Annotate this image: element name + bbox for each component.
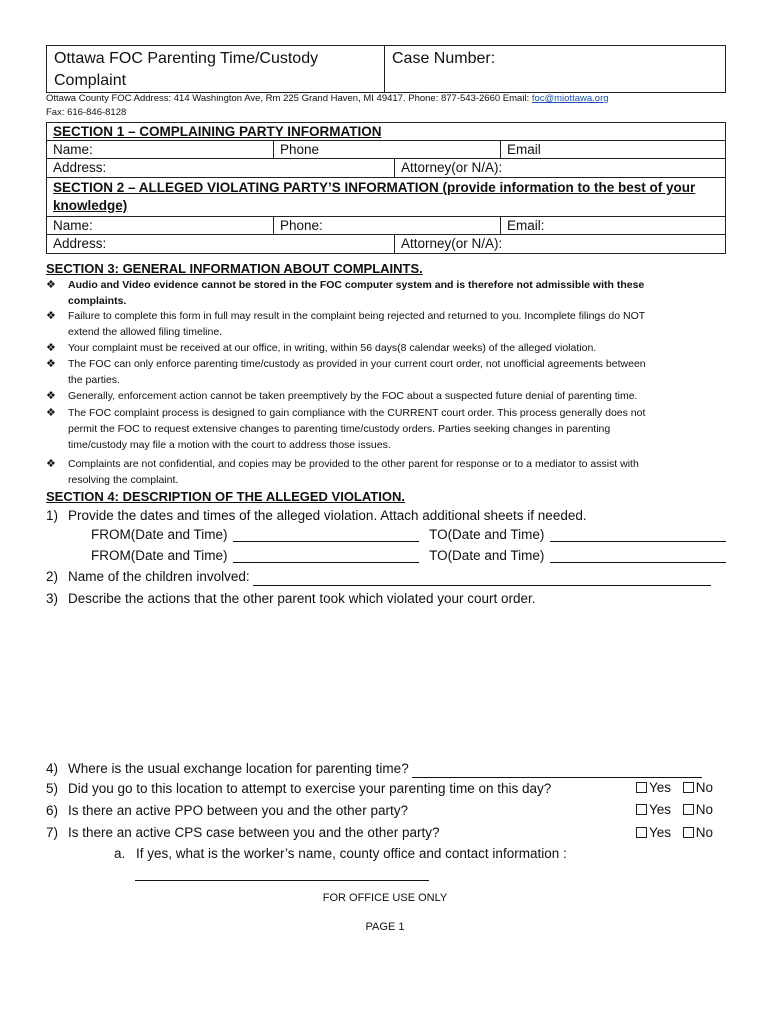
header-box <box>46 45 726 93</box>
question-6 <box>46 802 408 820</box>
bullet-line: Generally, enforcement action cannot be taken preemptively by the FOC about a suspected future denial of parenting time. <box>68 390 638 402</box>
diamond-bullet-icon: ❖ <box>46 458 56 470</box>
title-cell <box>47 46 385 92</box>
yes-label: Yes <box>649 825 672 840</box>
info-bullet <box>46 277 721 309</box>
q6-no-checkbox[interactable] <box>683 802 713 817</box>
form-title-line1: Ottawa FOC Parenting Time/Custody <box>54 50 319 67</box>
complainant-email-field[interactable] <box>501 141 726 159</box>
section2-title-line1: SECTION 2 – ALLEGED VIOLATING PARTY’S INFORMATION (provide information to the best of your <box>53 180 696 195</box>
bullet-line: Your complaint must be received at our office, in writing, within 56 days(8 calendar weeks) of the alleged violation. <box>68 342 597 354</box>
bullet-line: complaints. <box>68 295 127 307</box>
q7-no-checkbox[interactable] <box>683 825 713 840</box>
form-title-line2: Complaint <box>54 72 127 89</box>
question-7 <box>46 824 439 842</box>
checkbox-icon <box>636 827 647 838</box>
diamond-bullet-icon: ❖ <box>46 342 56 354</box>
page-number: PAGE 1 <box>365 921 405 933</box>
office-use-label: FOR OFFICE USE ONLY <box>322 892 448 904</box>
cps-worker-info-field[interactable] <box>135 880 429 881</box>
info-bullet <box>46 456 721 488</box>
checkbox-icon <box>683 804 694 815</box>
violation-description-area[interactable] <box>68 612 724 752</box>
from-label: FROM(Date and Time) <box>91 527 228 542</box>
question-text: Provide the dates and times of the alleged violation. Attach additional sheets if needed. <box>68 508 587 523</box>
section4-title: SECTION 4: DESCRIPTION OF THE ALLEGED VIOLATION. <box>46 489 405 504</box>
question-7a <box>114 846 567 861</box>
q6-yes-checkbox[interactable] <box>636 802 671 817</box>
from-date-field-1[interactable] <box>233 528 419 542</box>
q5-options <box>636 780 713 795</box>
question-number: 1) <box>46 508 59 523</box>
yes-label: Yes <box>649 802 672 817</box>
question-number: a. <box>114 846 126 861</box>
section1-title: SECTION 1 – COMPLAINING PARTY INFORMATION <box>47 123 726 141</box>
bullet-line: time/custody may file a motion with the court to address those issues. <box>68 439 391 451</box>
to-date-field-1[interactable] <box>550 528 726 542</box>
info-bullet <box>46 356 721 388</box>
question-4 <box>46 760 702 778</box>
bullet-line: The FOC complaint process is designed to gain compliance with the CURRENT court order. This process generally does not <box>68 407 646 419</box>
complainant-address-row <box>47 159 726 178</box>
info-bullet <box>46 388 721 404</box>
diamond-bullet-icon: ❖ <box>46 358 56 370</box>
office-address-text: Ottawa County FOC Address: 414 Washington Ave, Rm 225 Grand Haven, MI 49417. Phone: 877-543-2660 Email: <box>46 93 532 104</box>
question-text: Is there an active PPO between you and the other party? <box>68 803 408 818</box>
question-number: 4) <box>46 761 59 776</box>
question-text: Where is the usual exchange location for parenting time? <box>68 761 409 776</box>
checkbox-icon <box>636 804 647 815</box>
bullet-line: Complaints are not confidential, and copies may be provided to the other parent for response or to a mediator to assist with <box>68 458 639 470</box>
diamond-bullet-icon: ❖ <box>46 279 56 291</box>
bullet-line: resolving the complaint. <box>68 474 179 486</box>
info-bullet <box>46 308 721 340</box>
section2-title-line2: knowledge) <box>53 198 128 213</box>
bullet-line: Audio and Video evidence cannot be stored in the FOC computer system and is therefore not admissible with these <box>68 279 645 291</box>
question-3 <box>46 590 536 608</box>
from-date-field-2[interactable] <box>233 549 419 563</box>
diamond-bullet-icon: ❖ <box>46 310 56 322</box>
question-5 <box>46 780 551 798</box>
section2-title <box>47 178 726 217</box>
complainant-name-field[interactable]: Name: <box>47 141 274 159</box>
checkbox-icon <box>683 782 694 793</box>
violator-address-field[interactable]: Address: <box>47 235 395 253</box>
checkbox-icon <box>636 782 647 793</box>
question-number: 3) <box>46 591 59 606</box>
children-names-field[interactable] <box>253 572 711 586</box>
checkbox-icon <box>683 827 694 838</box>
question-text: Describe the actions that the other parent took which violated your court order. <box>68 591 536 606</box>
question-number: 5) <box>46 781 59 796</box>
q6-options <box>636 802 713 817</box>
violator-attorney-field[interactable]: Attorney(or N/A): <box>401 236 503 251</box>
q5-no-checkbox[interactable] <box>683 780 713 795</box>
no-label: No <box>695 802 714 817</box>
violator-address-row <box>47 235 726 254</box>
office-fax: Fax: 616-846-8128 <box>46 107 127 118</box>
complainant-attorney-field[interactable]: Attorney(or N/A): <box>401 160 503 175</box>
q7-options <box>636 825 713 840</box>
diamond-bullet-icon: ❖ <box>46 407 56 419</box>
info-bullet <box>46 405 721 453</box>
bullet-line: permit the FOC to request extensive changes to parenting time/custody orders. Parties seeking changes in parenting <box>68 423 611 435</box>
bullet-line: The FOC can only enforce parenting time/custody as provided in your current court order, not unofficial agreements between <box>68 358 646 370</box>
question-text: Is there an active CPS case between you and the other party? <box>68 825 440 840</box>
case-number-label: Case Number: <box>392 50 496 67</box>
section3-title: SECTION 3: GENERAL INFORMATION ABOUT COMPLAINTS. <box>46 261 423 276</box>
question-number: 6) <box>46 803 59 818</box>
question-2 <box>46 568 711 586</box>
from-to-row <box>91 527 726 542</box>
yes-label: Yes <box>649 780 672 795</box>
violator-name-field[interactable]: Name: <box>47 217 274 235</box>
complainant-phone-field[interactable]: Phone <box>274 141 501 159</box>
question-text: Did you go to this location to attempt to exercise your parenting time on this day? <box>68 781 552 796</box>
bullet-line: the parties. <box>68 374 120 386</box>
bullet-line: Failure to complete this form in full may result in the complaint being rejected and returned to you. Incomplete filings do NOT <box>68 310 646 322</box>
complainant-address-field[interactable]: Address: <box>47 159 395 177</box>
office-email-link[interactable]: foc@miottawa.org <box>531 93 609 104</box>
q7-yes-checkbox[interactable] <box>636 825 671 840</box>
q5-yes-checkbox[interactable] <box>636 780 671 795</box>
from-to-row <box>91 548 726 563</box>
to-label: TO(Date and Time) <box>429 548 545 563</box>
no-label: No <box>695 780 714 795</box>
bullet-line: extend the allowed filing timeline. <box>68 326 223 338</box>
question-text: If yes, what is the worker’s name, county office and contact information : <box>136 846 567 861</box>
question-1 <box>46 507 587 525</box>
violator-email-field[interactable]: Email: <box>501 217 726 235</box>
exchange-location-field[interactable] <box>412 764 702 778</box>
office-address <box>46 93 609 104</box>
to-date-field-2[interactable] <box>550 549 726 563</box>
question-text: Name of the children involved: <box>68 569 250 584</box>
party-info-table <box>46 122 726 254</box>
info-bullet <box>46 340 721 356</box>
violator-phone-field[interactable]: Phone: <box>274 217 501 235</box>
no-label: No <box>695 825 714 840</box>
question-number: 7) <box>46 825 59 840</box>
from-label: FROM(Date and Time) <box>91 548 228 563</box>
to-label: TO(Date and Time) <box>429 527 545 542</box>
question-number: 2) <box>46 569 59 584</box>
complainant-email-label: Email <box>507 142 541 157</box>
diamond-bullet-icon: ❖ <box>46 390 56 402</box>
